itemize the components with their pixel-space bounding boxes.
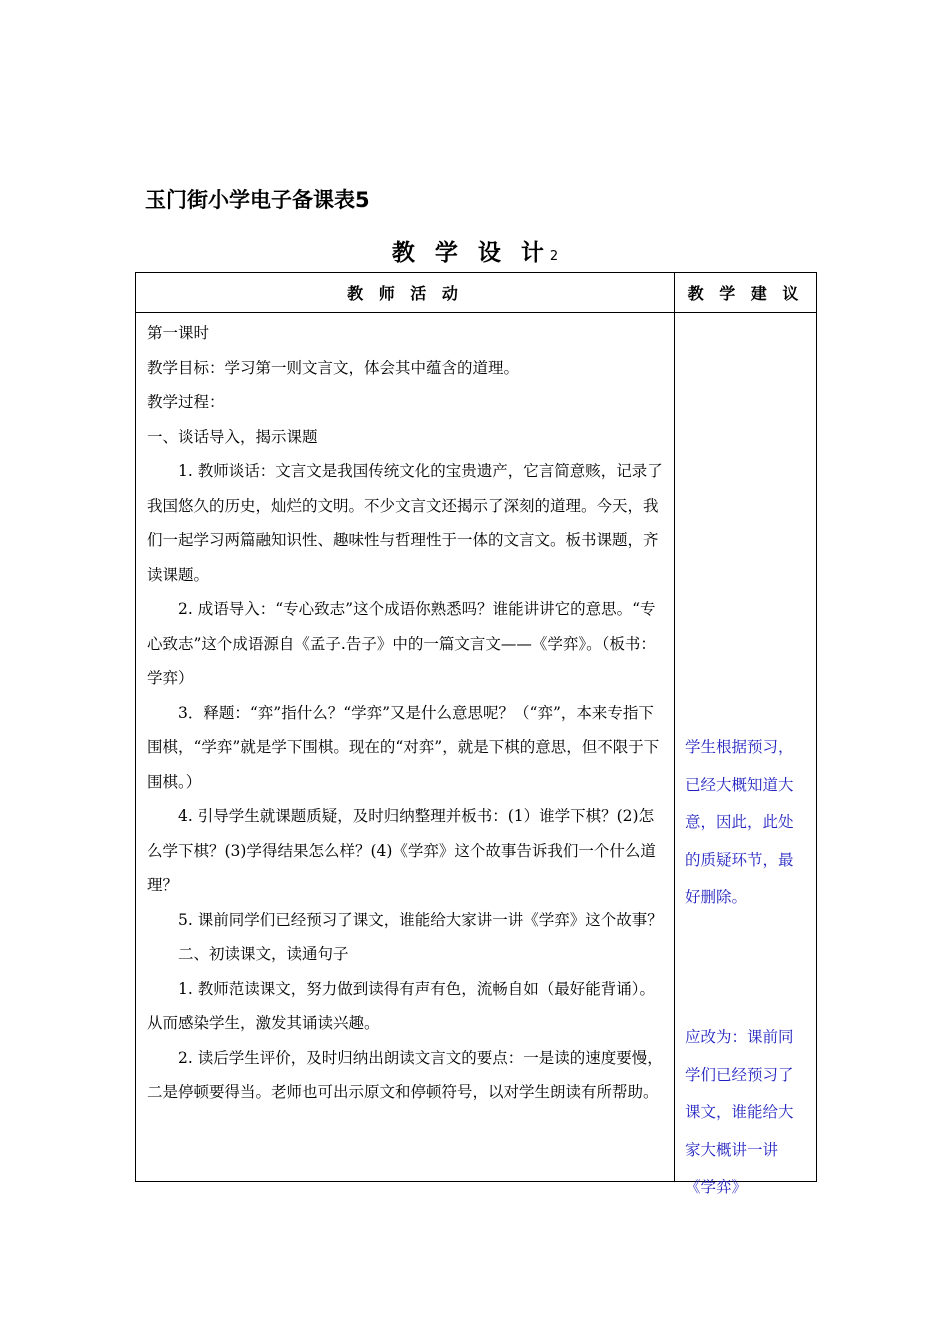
- teacher-activity-cell: [136, 313, 675, 1182]
- column-header-suggestion: 教 学 建 议: [675, 273, 817, 313]
- design-title: [0, 234, 950, 267]
- step-paragraph: 3．释题：“弈”指什么？“学弈”又是什么意思呢？（“弈”，本来专指下围棋，“学弈”就是学下围棋。现在的“对弈”，就是下棋的意思，但不限于下围棋。）: [147, 703, 660, 791]
- step-paragraph: 5. 课前同学们已经预习了课文，谁能给大家讲一讲《学弈》这个故事？: [178, 910, 663, 929]
- step-paragraph: 1. 教师谈话：文言文是我国传统文化的宝贵遗产，它言简意赅，记录了我国悠久的历史，灿烂的文明。不少文言文还揭示了深刻的道理。今天，我们一起学习两篇融知识性、趣味性与哲理性于一体的文言文。板书课题，齐读课题。: [147, 462, 663, 584]
- suggestion-cell: [675, 313, 817, 1196]
- teaching-goal: 教学目标：学习第一则文言文，体会其中蕴含的道理。: [147, 358, 520, 377]
- section-heading: 一、谈话导入，揭示课题: [147, 427, 318, 446]
- design-title-number: 2: [549, 249, 559, 264]
- table-header-row: [136, 273, 817, 313]
- school-title: 玉门街小学电子备课表5: [145, 188, 370, 212]
- table-body-row: [136, 313, 817, 1182]
- step-paragraph: 4. 引导学生就课题质疑，及时归纳整理并板书：(1）谁学下棋？(2)怎么学下棋？(3)学得结果怎么样？(4)《学弈》这个故事告诉我们一个什么道理？: [147, 807, 656, 894]
- column-header-teacher-activity: 教 师 活 动: [136, 273, 675, 313]
- suggestion-note: 学生根据预习，已经大概知道大意，因此，此处的质疑环节，最好删除。: [685, 738, 794, 906]
- teaching-process-label: 教学过程：: [147, 393, 225, 411]
- step-paragraph: 1. 教师范读课文，努力做到读得有声有色，流畅自如（最好能背诵）。从而感染学生，激发其诵读兴趣。: [147, 979, 655, 1032]
- lesson-period: 第一课时: [147, 324, 210, 342]
- section-heading: 二、初读课文，读通句子: [178, 945, 349, 963]
- step-paragraph: 2. 成语导入：“专心致志”这个成语你熟悉吗？谁能讲讲它的意思。“专心致志”这个成语源自《孟子.告子》中的一篇文言文——《学弈》。（板书：学弈）: [147, 600, 656, 687]
- step-paragraph: 2. 读后学生评价，及时归纳出朗读文言文的要点：一是读的速度要慢，二是停顿要得当。老师也可出示原文和停顿符号，以对学生朗读有所帮助。: [147, 1048, 663, 1101]
- suggestion-note: 应改为：课前同学们已经预习了课文，谁能给大家大概讲一讲《学弈》: [685, 1028, 794, 1196]
- design-title-text: 教 学 设 计: [391, 240, 550, 266]
- lesson-plan-table: [135, 272, 817, 1196]
